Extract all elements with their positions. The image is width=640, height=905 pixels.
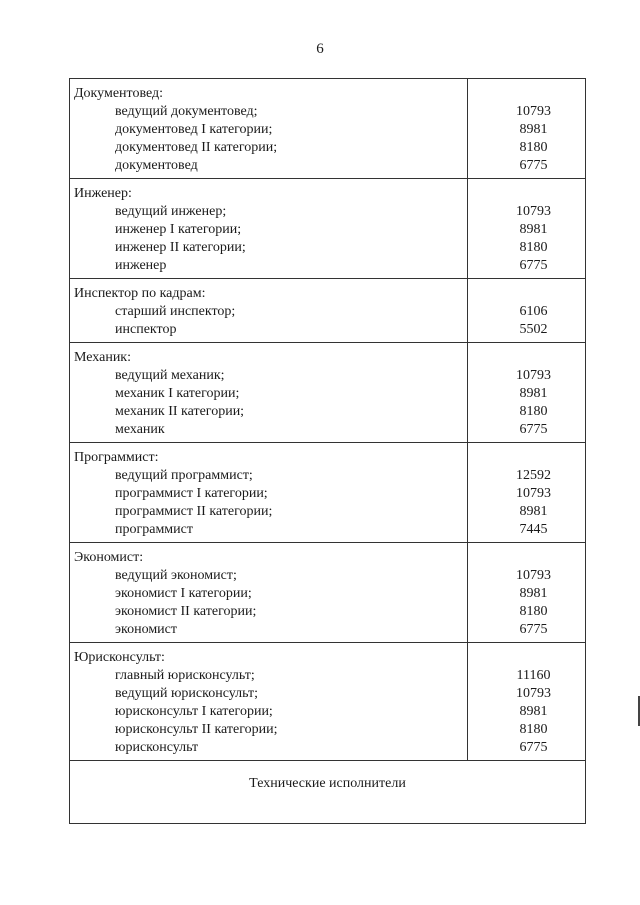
salary-value: 6775 bbox=[519, 622, 548, 637]
section-title: Документовед: bbox=[74, 86, 164, 101]
position-label: ведущий инженер; bbox=[115, 204, 227, 219]
salary-value: 10793 bbox=[516, 368, 552, 383]
position-names-cell bbox=[70, 279, 468, 343]
section-title: Экономист: bbox=[74, 550, 144, 565]
position-label: документовед I категории; bbox=[115, 122, 273, 137]
salary-value: 10793 bbox=[516, 486, 552, 501]
footer-title: Технические исполнители bbox=[249, 776, 406, 791]
section-title: Инспектор по кадрам: bbox=[74, 286, 206, 301]
section-row bbox=[70, 443, 586, 543]
position-label: документовед bbox=[115, 158, 198, 173]
salary-value: 6775 bbox=[519, 740, 548, 755]
value-spacer bbox=[468, 85, 585, 103]
position-label: юрисконсульт I категории; bbox=[115, 704, 273, 719]
salary-value: 8180 bbox=[519, 240, 548, 255]
section-title: Юрисконсульт: bbox=[74, 650, 165, 665]
salary-table-body bbox=[70, 79, 586, 761]
position-label: юрисконсульт II категории; bbox=[115, 722, 278, 737]
section-title: Инженер: bbox=[74, 186, 132, 201]
salary-values-cell bbox=[468, 279, 586, 343]
position-label: экономист bbox=[115, 622, 178, 637]
value-spacer bbox=[468, 449, 585, 467]
position-names-cell bbox=[70, 443, 468, 543]
salary-values-cell bbox=[468, 643, 586, 761]
position-label: ведущий экономист; bbox=[115, 568, 237, 583]
position-label: инженер I категории; bbox=[115, 222, 242, 237]
salary-value: 8981 bbox=[519, 586, 548, 601]
footer-cell bbox=[70, 761, 586, 824]
position-label: ведущий документовед; bbox=[115, 104, 258, 119]
position-label: ведущий механик; bbox=[115, 368, 225, 383]
section-row bbox=[70, 543, 586, 643]
position-names-cell bbox=[70, 643, 468, 761]
salary-value: 11160 bbox=[516, 668, 551, 683]
section-row bbox=[70, 179, 586, 279]
salary-value: 10793 bbox=[516, 568, 552, 583]
position-names-cell bbox=[70, 79, 468, 179]
salary-value: 8981 bbox=[519, 386, 548, 401]
value-spacer bbox=[468, 185, 585, 203]
salary-value: 10793 bbox=[516, 104, 552, 119]
salary-value: 8180 bbox=[519, 404, 548, 419]
position-label: программист I категории; bbox=[115, 486, 268, 501]
section-title: Механик: bbox=[74, 350, 131, 365]
section-row bbox=[70, 279, 586, 343]
position-label: старший инспектор; bbox=[115, 304, 236, 319]
salary-value: 6775 bbox=[519, 258, 548, 273]
position-label: механик bbox=[115, 422, 165, 437]
position-label: механик II категории; bbox=[115, 404, 245, 419]
section-row bbox=[70, 79, 586, 179]
salary-value: 8981 bbox=[519, 704, 548, 719]
salary-values-cell bbox=[468, 179, 586, 279]
section-title: Программист: bbox=[74, 450, 159, 465]
position-label: экономист I категории; bbox=[115, 586, 252, 601]
salary-value: 10793 bbox=[516, 204, 552, 219]
footer-row bbox=[70, 761, 586, 824]
position-label: документовед II категории; bbox=[115, 140, 278, 155]
position-label: главный юрисконсульт; bbox=[115, 668, 255, 683]
salary-value: 6106 bbox=[519, 304, 548, 319]
salary-value: 7445 bbox=[519, 522, 548, 537]
position-label: механик I категории; bbox=[115, 386, 240, 401]
position-label: юрисконсульт bbox=[115, 740, 199, 755]
page-number: 6 bbox=[316, 41, 324, 57]
value-spacer bbox=[468, 349, 585, 367]
position-label: ведущий программист; bbox=[115, 468, 253, 483]
position-label: программист bbox=[115, 522, 193, 537]
position-label: инспектор bbox=[115, 322, 177, 337]
salary-value: 8180 bbox=[519, 140, 548, 155]
position-label: инженер bbox=[115, 258, 167, 273]
salary-value: 5502 bbox=[519, 322, 548, 337]
salary-value: 6775 bbox=[519, 158, 548, 173]
section-row bbox=[70, 643, 586, 761]
position-label: программист II категории; bbox=[115, 504, 273, 519]
salary-values-cell bbox=[468, 443, 586, 543]
position-label: ведущий юрисконсульт; bbox=[115, 686, 258, 701]
value-spacer bbox=[468, 285, 585, 303]
salary-value: 8981 bbox=[519, 504, 548, 519]
salary-values-cell bbox=[468, 543, 586, 643]
salary-value: 8180 bbox=[519, 722, 548, 737]
position-names-cell bbox=[70, 543, 468, 643]
salary-value: 8981 bbox=[519, 222, 548, 237]
position-names-cell bbox=[70, 179, 468, 279]
salary-value: 10793 bbox=[516, 686, 552, 701]
value-spacer bbox=[468, 649, 585, 667]
salary-value: 12592 bbox=[516, 468, 552, 483]
position-label: экономист II категории; bbox=[115, 604, 257, 619]
salary-value: 6775 bbox=[519, 422, 548, 437]
salary-value: 8981 bbox=[519, 122, 548, 137]
salary-values-cell bbox=[468, 79, 586, 179]
section-row bbox=[70, 343, 586, 443]
position-label: инженер II категории; bbox=[115, 240, 246, 255]
value-spacer bbox=[468, 549, 585, 567]
salary-values-cell bbox=[468, 343, 586, 443]
position-names-cell bbox=[70, 343, 468, 443]
salary-table bbox=[69, 78, 586, 824]
salary-value: 8180 bbox=[519, 604, 548, 619]
